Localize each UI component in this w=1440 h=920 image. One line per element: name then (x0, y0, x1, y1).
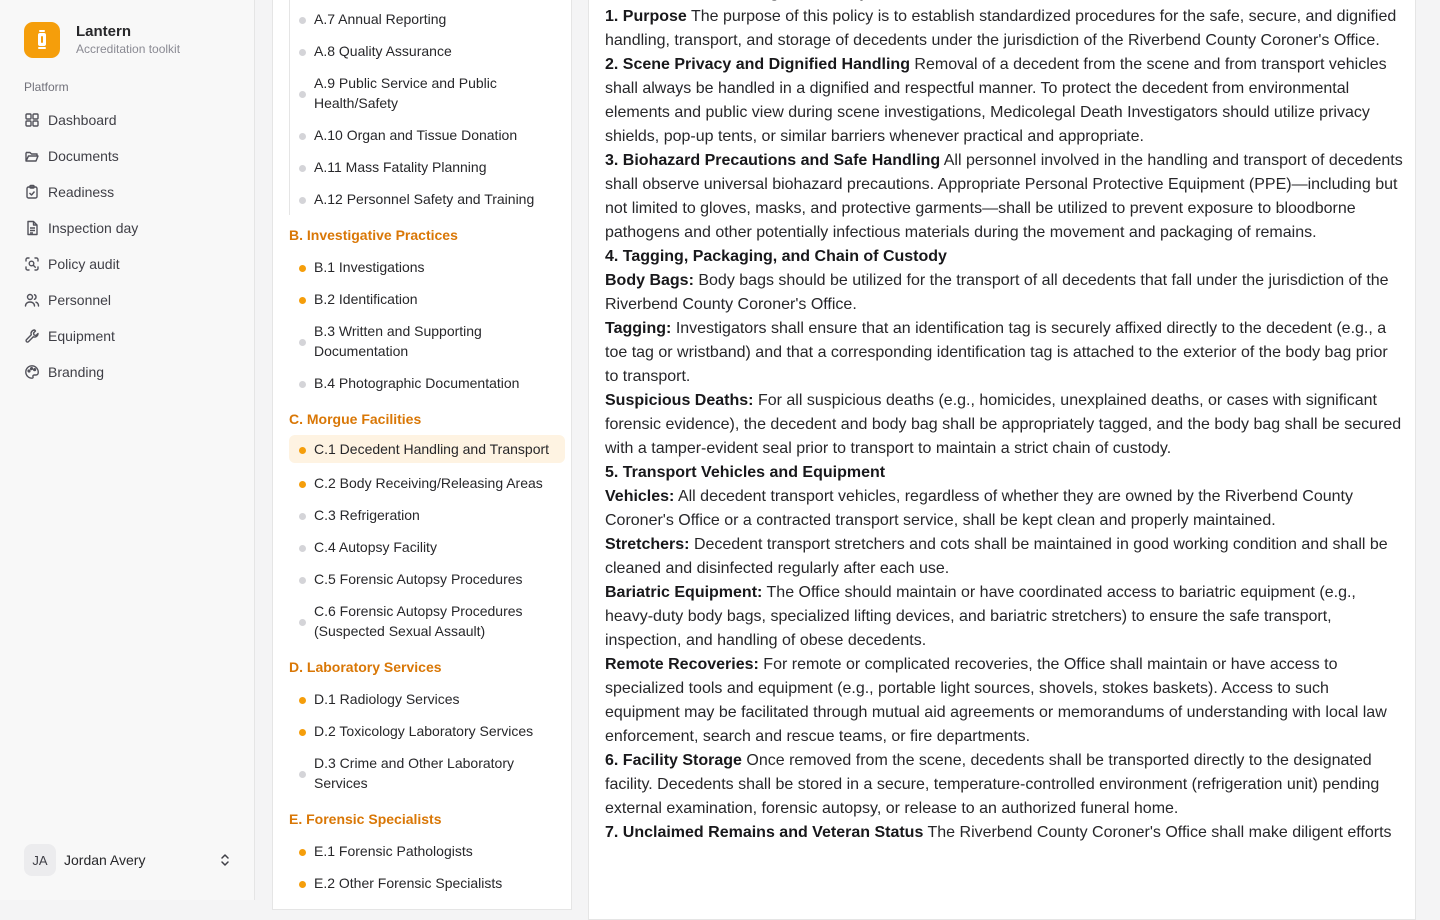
paragraph-title: Stretchers: (605, 536, 690, 553)
status-dot-icon (299, 697, 306, 704)
toc-item[interactable] (289, 597, 565, 645)
paragraph-text: The Office should maintain or have coordinated access to bariatric equipment (e.g., heavy-duty body bags, specialized lifting devices, and bariatric stretchers) to ensure the safe transport, inspection, and handling of obese decedents. (605, 584, 1356, 649)
status-dot-icon (299, 481, 306, 488)
toc-item[interactable] (289, 69, 565, 117)
status-dot-icon (299, 849, 306, 856)
toc-section-c[interactable]: C. Morgue Facilities (289, 411, 422, 427)
paragraph-title: Tagging: (605, 320, 672, 337)
toc-item[interactable] (289, 153, 565, 181)
toc-item-label: A.7 Annual Reporting (314, 11, 447, 27)
paragraph-text: The purpose of this policy is to establish standardized procedures for the safe, secure, and dignified handling, transport, and storage of decedents under the jurisdiction of the Riverbend County Coroner's Office. (605, 8, 1397, 49)
status-dot-icon (299, 339, 306, 346)
paragraph-title: Remote Recoveries: (605, 656, 759, 673)
toc-item-label: C.1 Decedent Handling and Transport (314, 441, 550, 457)
toc-item-label: C.4 Autopsy Facility (314, 539, 437, 555)
paragraph-text: For all suspicious deaths (e.g., homicides, unexplained deaths, or cases with significant forensic evidence), the decedent and body bag shall be appropriately tagged, and the body bag shall be secured with a tamper-evident seal prior to transport to maintain a strict chain of custody. (605, 392, 1402, 457)
app-sidebar (0, 0, 255, 900)
toc-item[interactable] (289, 869, 565, 897)
toc-item-active[interactable] (289, 435, 565, 463)
wrench-icon (24, 328, 40, 344)
status-dot-icon (299, 381, 306, 388)
sidebar-item-label: Personnel (48, 292, 112, 308)
paragraph-text: Body bags should be utilized for the transport of all decedents that fall under the jurisdiction of the Riverbend County Coroner's Office. (605, 272, 1389, 313)
toc-item-label: C.2 Body Receiving/Releasing Areas (314, 475, 543, 491)
toc-item-label: C.6 Forensic Autopsy Procedures (Suspected Sexual Assault) (314, 603, 523, 639)
folder-open-icon (24, 148, 40, 164)
paragraph-title: Suspicious Deaths: (605, 392, 754, 409)
toc-item-label: B.1 Investigations (314, 259, 425, 275)
toc-section-b[interactable]: B. Investigative Practices (289, 227, 458, 243)
brand[interactable] (24, 22, 180, 58)
paragraph-title: 6. Facility Storage (605, 752, 742, 769)
paragraph-title: 1. Purpose (605, 8, 687, 25)
sidebar-item-label: Dashboard (48, 112, 117, 128)
toc-item-label: B.3 Written and Supporting Documentation (314, 323, 482, 359)
paragraph-text: Removal of a decedent from the scene and from transport vehicles shall always be handled in a dignified and respectful manner. To protect the decedent from environmental elements and public view during scene investigations, Medicolegal Death Investigators should utilize privacy shields, pop-up tents, or similar barriers whenever practical and appropriate. (605, 56, 1387, 145)
toc-item[interactable] (289, 121, 565, 149)
status-dot-icon (299, 49, 306, 56)
file-text-icon (24, 220, 40, 236)
policy-paragraph (605, 317, 1405, 389)
paragraph-text: Investigators shall ensure that an identification tag is securely affixed directly to the decedent (e.g., a toe tag or wristband) and that a corresponding identification tag is attached to the exterior of the body bag prior to transport. (605, 320, 1388, 385)
status-dot-icon (299, 619, 306, 626)
paragraph-title: 4. Tagging, Packaging, and Chain of Custody (605, 248, 947, 265)
policy-paragraph (605, 461, 1405, 485)
toc-item-label: A.11 Mass Fatality Planning (314, 159, 487, 175)
paragraph-title: Body Bags: (605, 272, 694, 289)
paragraph-title: Bariatric Equipment: (605, 584, 763, 601)
paragraph-title: 5. Transport Vehicles and Equipment (605, 464, 886, 481)
sidebar-item-dashboard[interactable] (16, 104, 240, 136)
status-dot-icon (299, 447, 306, 454)
policy-paragraph (605, 245, 1405, 269)
paragraph-title: 2. Scene Privacy and Dignified Handling (605, 56, 910, 73)
app-name: Lantern (76, 23, 132, 40)
toc-item[interactable] (289, 837, 565, 865)
toc-item[interactable] (289, 37, 565, 65)
grid-icon (24, 112, 40, 128)
toc-item-label: D.1 Radiology Services (314, 691, 460, 707)
toc-item-label: E.1 Forensic Pathologists (314, 843, 473, 859)
policy-paragraph (605, 581, 1405, 653)
status-dot-icon (299, 729, 306, 736)
standards-toc (272, 0, 572, 910)
policy-document (588, 0, 1416, 920)
status-dot-icon (299, 165, 306, 172)
status-dot-icon (299, 297, 306, 304)
policy-paragraph (605, 533, 1405, 581)
toc-item[interactable] (289, 565, 565, 593)
paragraph-text: Decedent transport stretchers and cots shall be maintained in good working condition and shall be cleaned and disinfected regularly after each use. (605, 536, 1388, 577)
status-dot-icon (299, 17, 306, 24)
status-dot-icon (299, 133, 306, 140)
policy-paragraph (605, 53, 1405, 149)
toc-item-label: A.10 Organ and Tissue Donation (314, 127, 518, 143)
user-menu[interactable] (24, 842, 240, 878)
policy-paragraph (605, 821, 1405, 845)
policy-paragraph (605, 389, 1405, 461)
sidebar-item-label: Policy audit (48, 256, 120, 272)
chevron-up-down-icon (218, 852, 232, 868)
palette-icon (24, 364, 40, 380)
paragraph-title: 7. Unclaimed Remains and Veteran Status (605, 824, 924, 841)
paragraph-text: The Riverbend County Coroner's Office shall make diligent efforts (927, 824, 1392, 841)
toc-item-label: B.2 Identification (314, 291, 418, 307)
sidebar-item-personnel[interactable] (16, 284, 240, 316)
policy-paragraph (605, 653, 1405, 749)
policy-paragraph (605, 749, 1405, 821)
paragraph-text: All personnel involved in the handling and transport of decedents shall observe universal biohazard precautions. Appropriate Personal Protective Equipment (PPE)—including but not limited to gloves, masks, and protective garments—shall be utilized to prevent exposure to bloodborne pathogens and other potentially infectious materials during the movement and packaging of remains. (605, 152, 1403, 241)
sidebar-item-label: Readiness (48, 184, 115, 200)
status-dot-icon (299, 771, 306, 778)
user-name: Jordan Avery (64, 852, 146, 868)
users-icon (24, 292, 40, 308)
sidebar-item-branding[interactable] (16, 356, 240, 388)
toc-section-e[interactable]: E. Forensic Specialists (289, 811, 442, 827)
toc-item-label: A.9 Public Service and Public Health/Safety (314, 75, 497, 111)
toc-item[interactable] (289, 501, 565, 529)
toc-item[interactable] (289, 285, 565, 313)
toc-item-label: C.3 Refrigeration (314, 507, 420, 523)
toc-item[interactable] (289, 185, 565, 213)
clipboard-check-icon (24, 184, 40, 200)
sidebar-item-equipment[interactable] (16, 320, 240, 352)
nav-group-label: Platform (24, 80, 69, 94)
toc-item[interactable] (289, 317, 565, 365)
paragraph-text: Once removed from the scene, decedents shall be transported directly to the designated facility. Decedents shall be stored in a secure, temperature-controlled environment (refrigeration unit) pending external examination, forensic autopsy, or release to an authorized funeral home. (605, 752, 1380, 817)
toc-item[interactable] (289, 369, 565, 397)
paragraph-title: 3. Biohazard Precautions and Safe Handling (605, 152, 941, 169)
policy-document-body (605, 0, 1405, 845)
sidebar-item-label: Equipment (48, 328, 115, 344)
lantern-logo-icon (24, 22, 60, 58)
toc-item-label: D.3 Crime and Other Laboratory Services (314, 755, 514, 791)
toc-item[interactable] (289, 5, 565, 33)
sidebar-item-label: Inspection day (48, 220, 139, 236)
policy-paragraph (605, 149, 1405, 245)
toc-item-label: B.4 Photographic Documentation (314, 375, 520, 391)
sidebar-item-documents[interactable] (16, 140, 240, 172)
policy-paragraph (605, 5, 1405, 53)
toc-item[interactable] (289, 253, 565, 281)
policy-paragraph (605, 485, 1405, 533)
toc-item[interactable] (289, 469, 565, 497)
toc-item[interactable] (289, 685, 565, 713)
status-dot-icon (299, 513, 306, 520)
status-dot-icon (299, 91, 306, 98)
sidebar-item-policy-audit[interactable] (16, 248, 240, 280)
toc-item[interactable] (289, 749, 565, 797)
policy-paragraph (605, 269, 1405, 317)
app-subtitle: Accreditation toolkit (76, 42, 181, 56)
toc-item[interactable] (289, 717, 565, 745)
toc-item-label: E.2 Other Forensic Specialists (314, 875, 503, 891)
sidebar-item-label: Branding (48, 364, 105, 380)
status-dot-icon (299, 265, 306, 272)
scan-search-icon (24, 256, 40, 272)
status-dot-icon (299, 577, 306, 584)
status-dot-icon (299, 197, 306, 204)
sidebar-nav (16, 104, 240, 392)
sidebar-item-label: Documents (48, 148, 119, 164)
sidebar-item-readiness[interactable] (16, 176, 240, 208)
status-dot-icon (299, 545, 306, 552)
paragraph-text: For remote or complicated recoveries, the Office shall maintain or have access to specialized tools and equipment (e.g., portable light sources, shovels, stokes baskets). Access to such equipment may be facilitated through mutual aid agreements or memorandums of understanding with local law enforcement, search and rescue teams, or fire departments. (605, 656, 1387, 745)
paragraph-title: Vehicles: (605, 488, 675, 505)
paragraph-text: All decedent transport vehicles, regardless of whether they are owned by the Riverbend County Coroner's Office or a contracted transport service, shall be kept clean and properly maintained. (605, 488, 1353, 529)
avatar: JA (24, 844, 56, 876)
toc-section-d[interactable]: D. Laboratory Services (289, 659, 442, 675)
toc-item-label: D.2 Toxicology Laboratory Services (314, 723, 534, 739)
status-dot-icon (299, 881, 306, 888)
toc-item[interactable] (289, 533, 565, 561)
toc-item-label: A.12 Personnel Safety and Training (314, 191, 535, 207)
toc-item-label: A.8 Quality Assurance (314, 43, 452, 59)
sidebar-item-inspection-day[interactable] (16, 212, 240, 244)
page-scrollbar[interactable] (1432, 0, 1438, 900)
toc-item-label: C.5 Forensic Autopsy Procedures (314, 571, 523, 587)
